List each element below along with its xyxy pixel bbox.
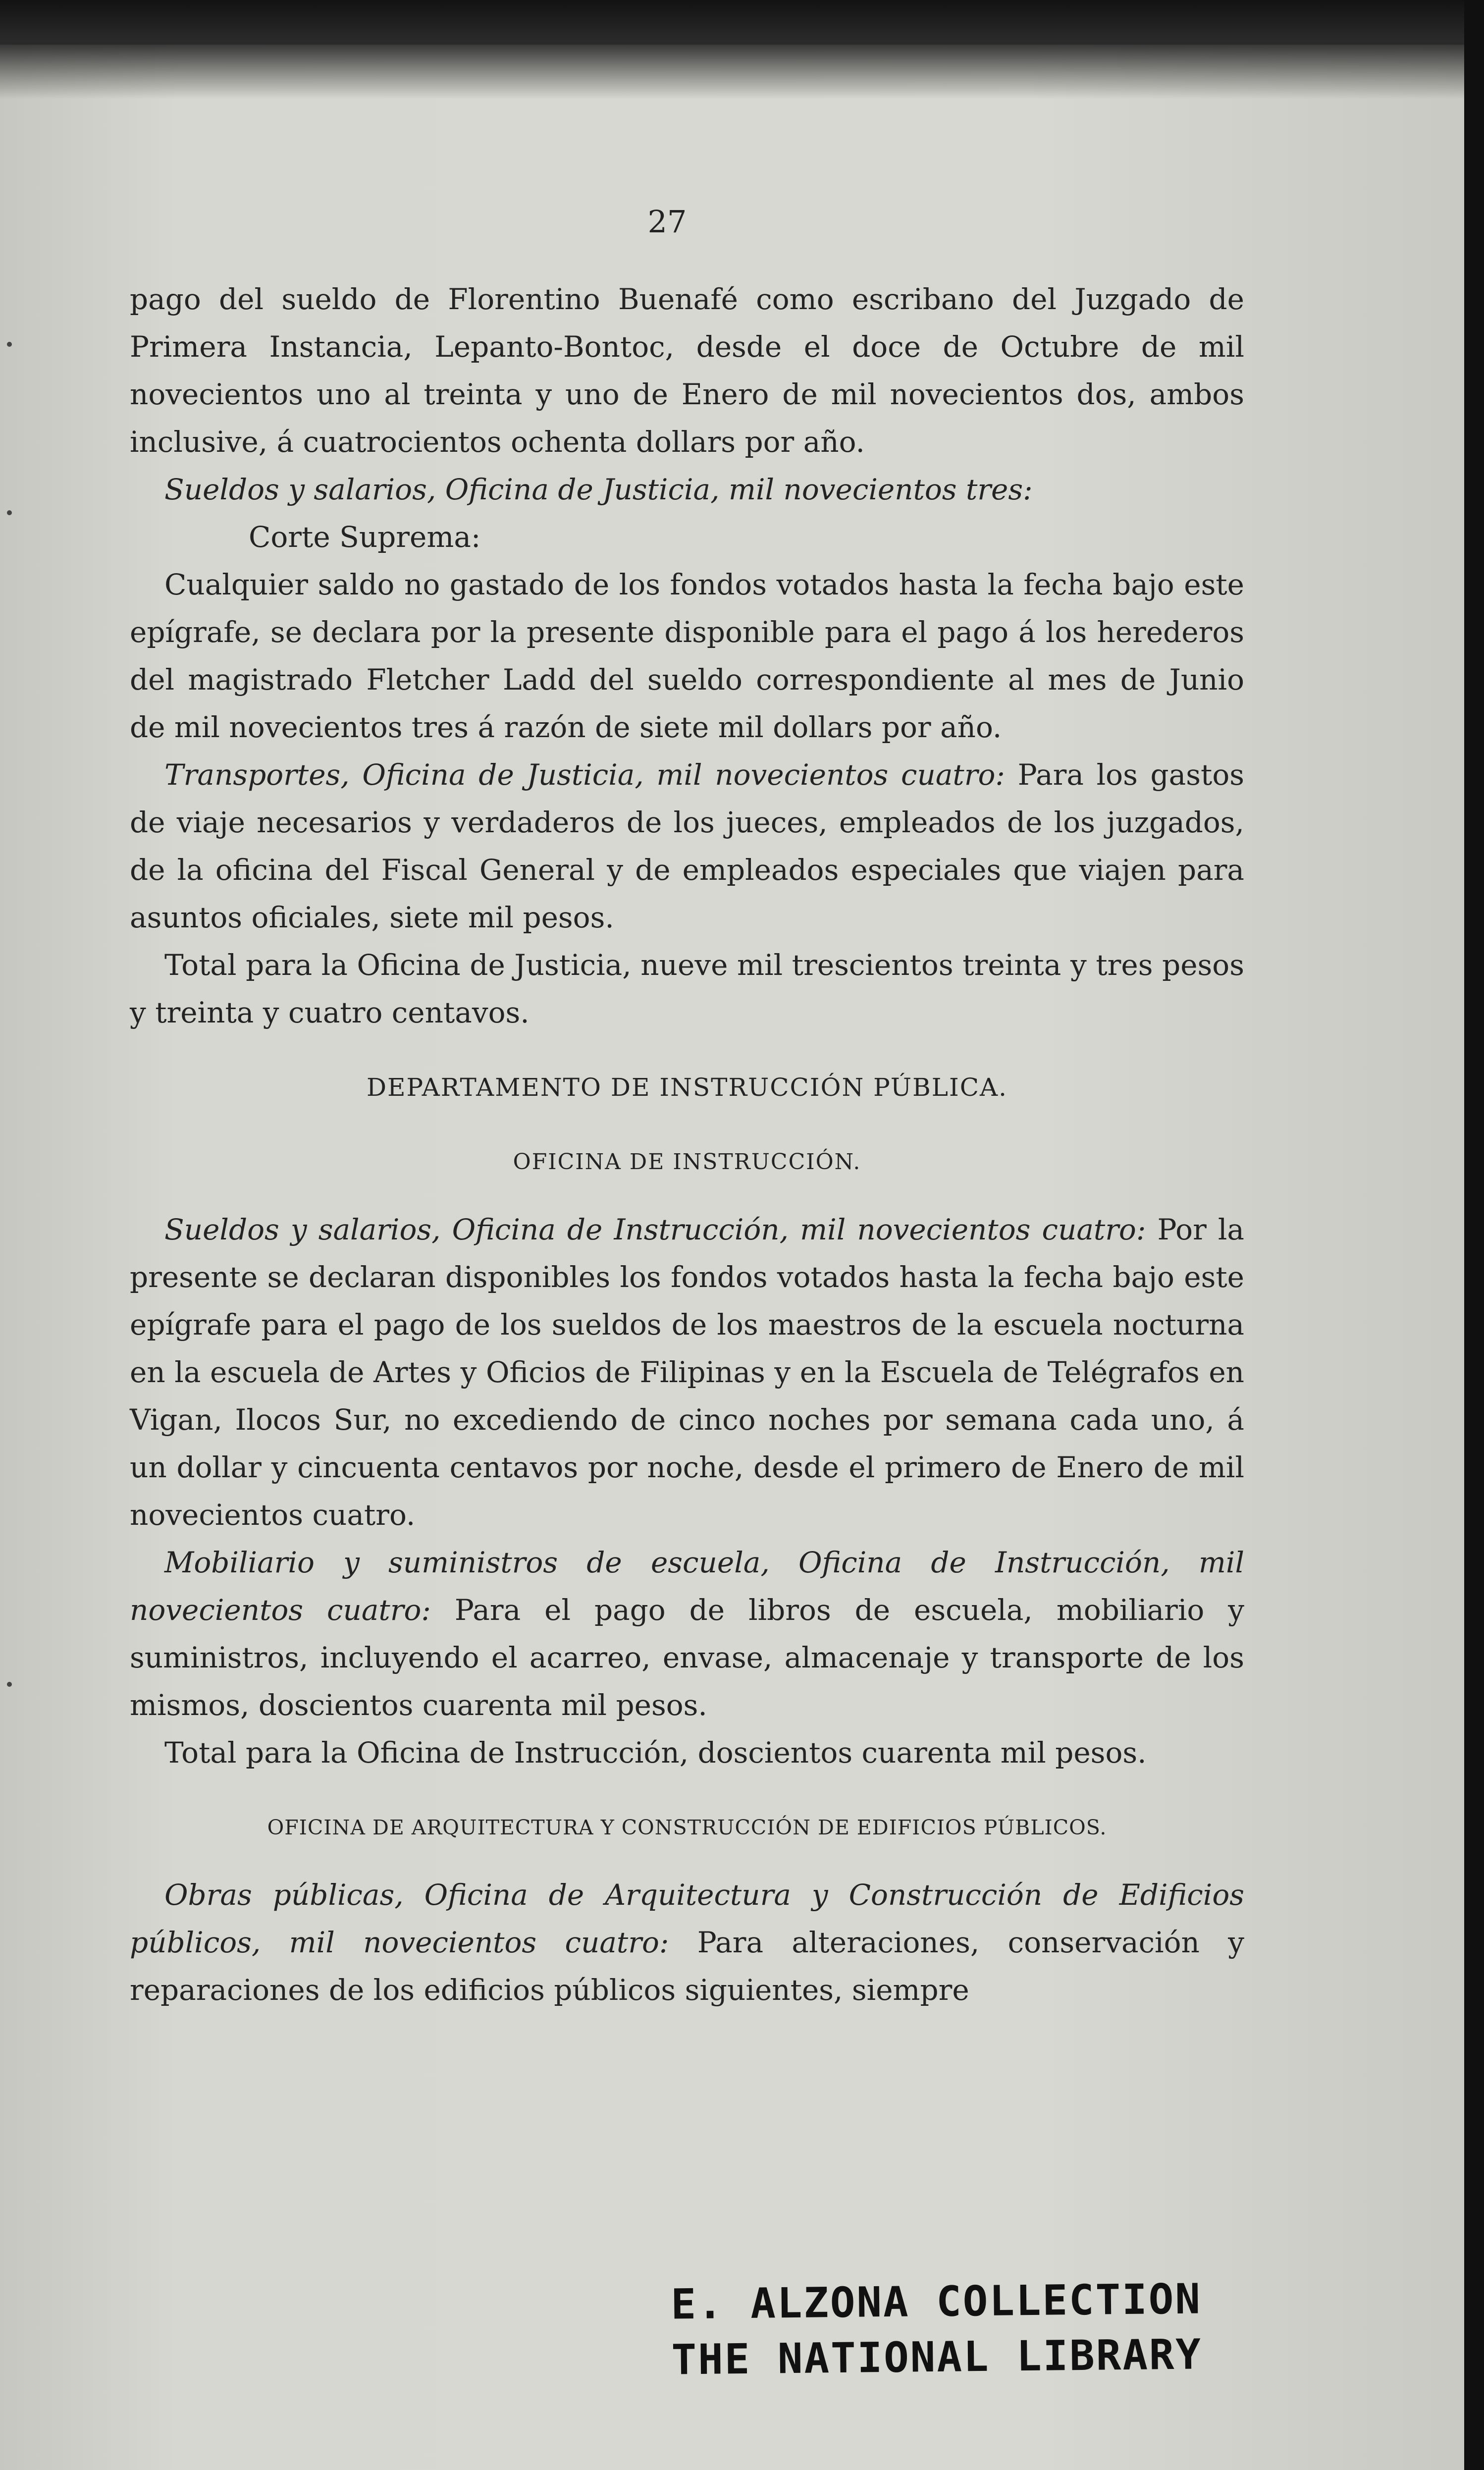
mobiliario-text: Para el pago de libros de escuela, mobiliario y suministros, incluyendo el acarreo, envase, almacenaje y transporte de los mismos, doscientos cuarenta mil pesos.	[130, 1593, 1245, 1722]
heading-departamento-instruccion: DEPARTAMENTO DE INSTRUCCIÓN PÚBLICA.	[366, 1073, 1008, 1102]
section-title-sueldos-justicia: Sueldos y salarios, Oficina de Justicia, mil novecientos tres:	[164, 473, 1033, 506]
paragraph-transportes	[130, 751, 1244, 941]
page-number: 27	[647, 204, 687, 240]
paragraph-total-justicia: Total para la Oficina de Justicia, nueve mil trescientos treinta y tres pesos y treinta y cuatro centavos.	[130, 948, 1244, 1029]
heading-oficina-instruccion: OFICINA DE INSTRUCCIÓN.	[513, 1149, 861, 1175]
stamp-line-2: THE NATIONAL LIBRARY	[671, 2330, 1203, 2384]
transportes-text: Para los gastos de viaje necesarios y verdaderos de los jueces, empleados de los juzgados, de la oficina del Fiscal General y de empleados especiales que viajen para asuntos oficiales, siete mil pesos.	[130, 758, 1245, 934]
paragraph-mobiliario	[130, 1539, 1244, 1729]
page-top-shadow	[0, 0, 1484, 99]
sueldos-instruccion-text: Por la presente se declaran disponibles los fondos votados hasta la fecha bajo este epígrafe para el pago de los sueldos de los maestros de la escuela nocturna en la escuela de Artes y Oficios de Filipinas y en la Escuela de Telégrafos en Vigan, Ilocos Sur, no excediendo de cinco noches por semana cada uno, á un dollar y cincuenta centavos por noche, desde el primero de Enero de mil novecientos cuatro.	[130, 1213, 1244, 1532]
paragraph-sueldos-instruccion	[130, 1206, 1244, 1539]
paragraph-saldo-fletcher-ladd: Cualquier saldo no gastado de los fondos votados hasta la fecha bajo este epígrafe, se declara por la presente disponible para el pago á los herederos del magistrado Fletcher Ladd del sueldo correspondiente al mes de Junio de mil novecientos tres á razón de siete mil dollars por año.	[130, 568, 1244, 744]
paragraph-total-instruccion: Total para la Oficina de Instrucción, doscientos cuarenta mil pesos.	[164, 1736, 1147, 1770]
subsection-corte-suprema: Corte Suprema:	[249, 520, 481, 554]
section-title-sueldos-instruccion: Sueldos y salarios, Oficina de Instrucción, mil novecientos cuatro:	[164, 1213, 1146, 1246]
paragraph-sueldo-buenafe: pago del sueldo de Florentino Buenafé como escribano del Juzgado de Primera Instancia, Lepanto-Bontoc, desde el doce de Octubre de mil novecientos uno al treinta y uno de Enero de mil novecientos dos, ambos inclusive, á cuatrocientos ochenta dollars por año.	[130, 282, 1244, 459]
obras-publicas-text: Para alteraciones, conservación y reparaciones de los edificios públicos siguientes, siempre	[130, 1926, 1244, 2007]
library-collection-stamp	[671, 2271, 1203, 2387]
margin-mark	[7, 1682, 12, 1687]
section-title-obras-publicas: Obras públicas, Oficina de Arquitectura y Construcción de Edificios públicos, mil novecientos cuatro:	[130, 1878, 1244, 1959]
margin-mark	[7, 510, 12, 515]
section-title-mobiliario: Mobiliario y suministros de escuela, Oficina de Instrucción, mil novecientos cuatro:	[130, 1546, 1244, 1627]
scan-right-edge	[1464, 0, 1484, 2470]
stamp-line-1: E. ALZONA COLLECTION	[670, 2274, 1202, 2329]
document-body	[130, 198, 1244, 2014]
heading-oficina-arquitectura: OFICINA DE ARQUITECTURA Y CONSTRUCCIÓN DE EDIFICIOS PÚBLICOS.	[267, 1816, 1107, 1839]
section-title-transportes: Transportes, Oficina de Justicia, mil novecientos cuatro:	[164, 758, 1005, 792]
paragraph-obras-publicas	[130, 1871, 1244, 2014]
margin-mark	[7, 342, 12, 347]
